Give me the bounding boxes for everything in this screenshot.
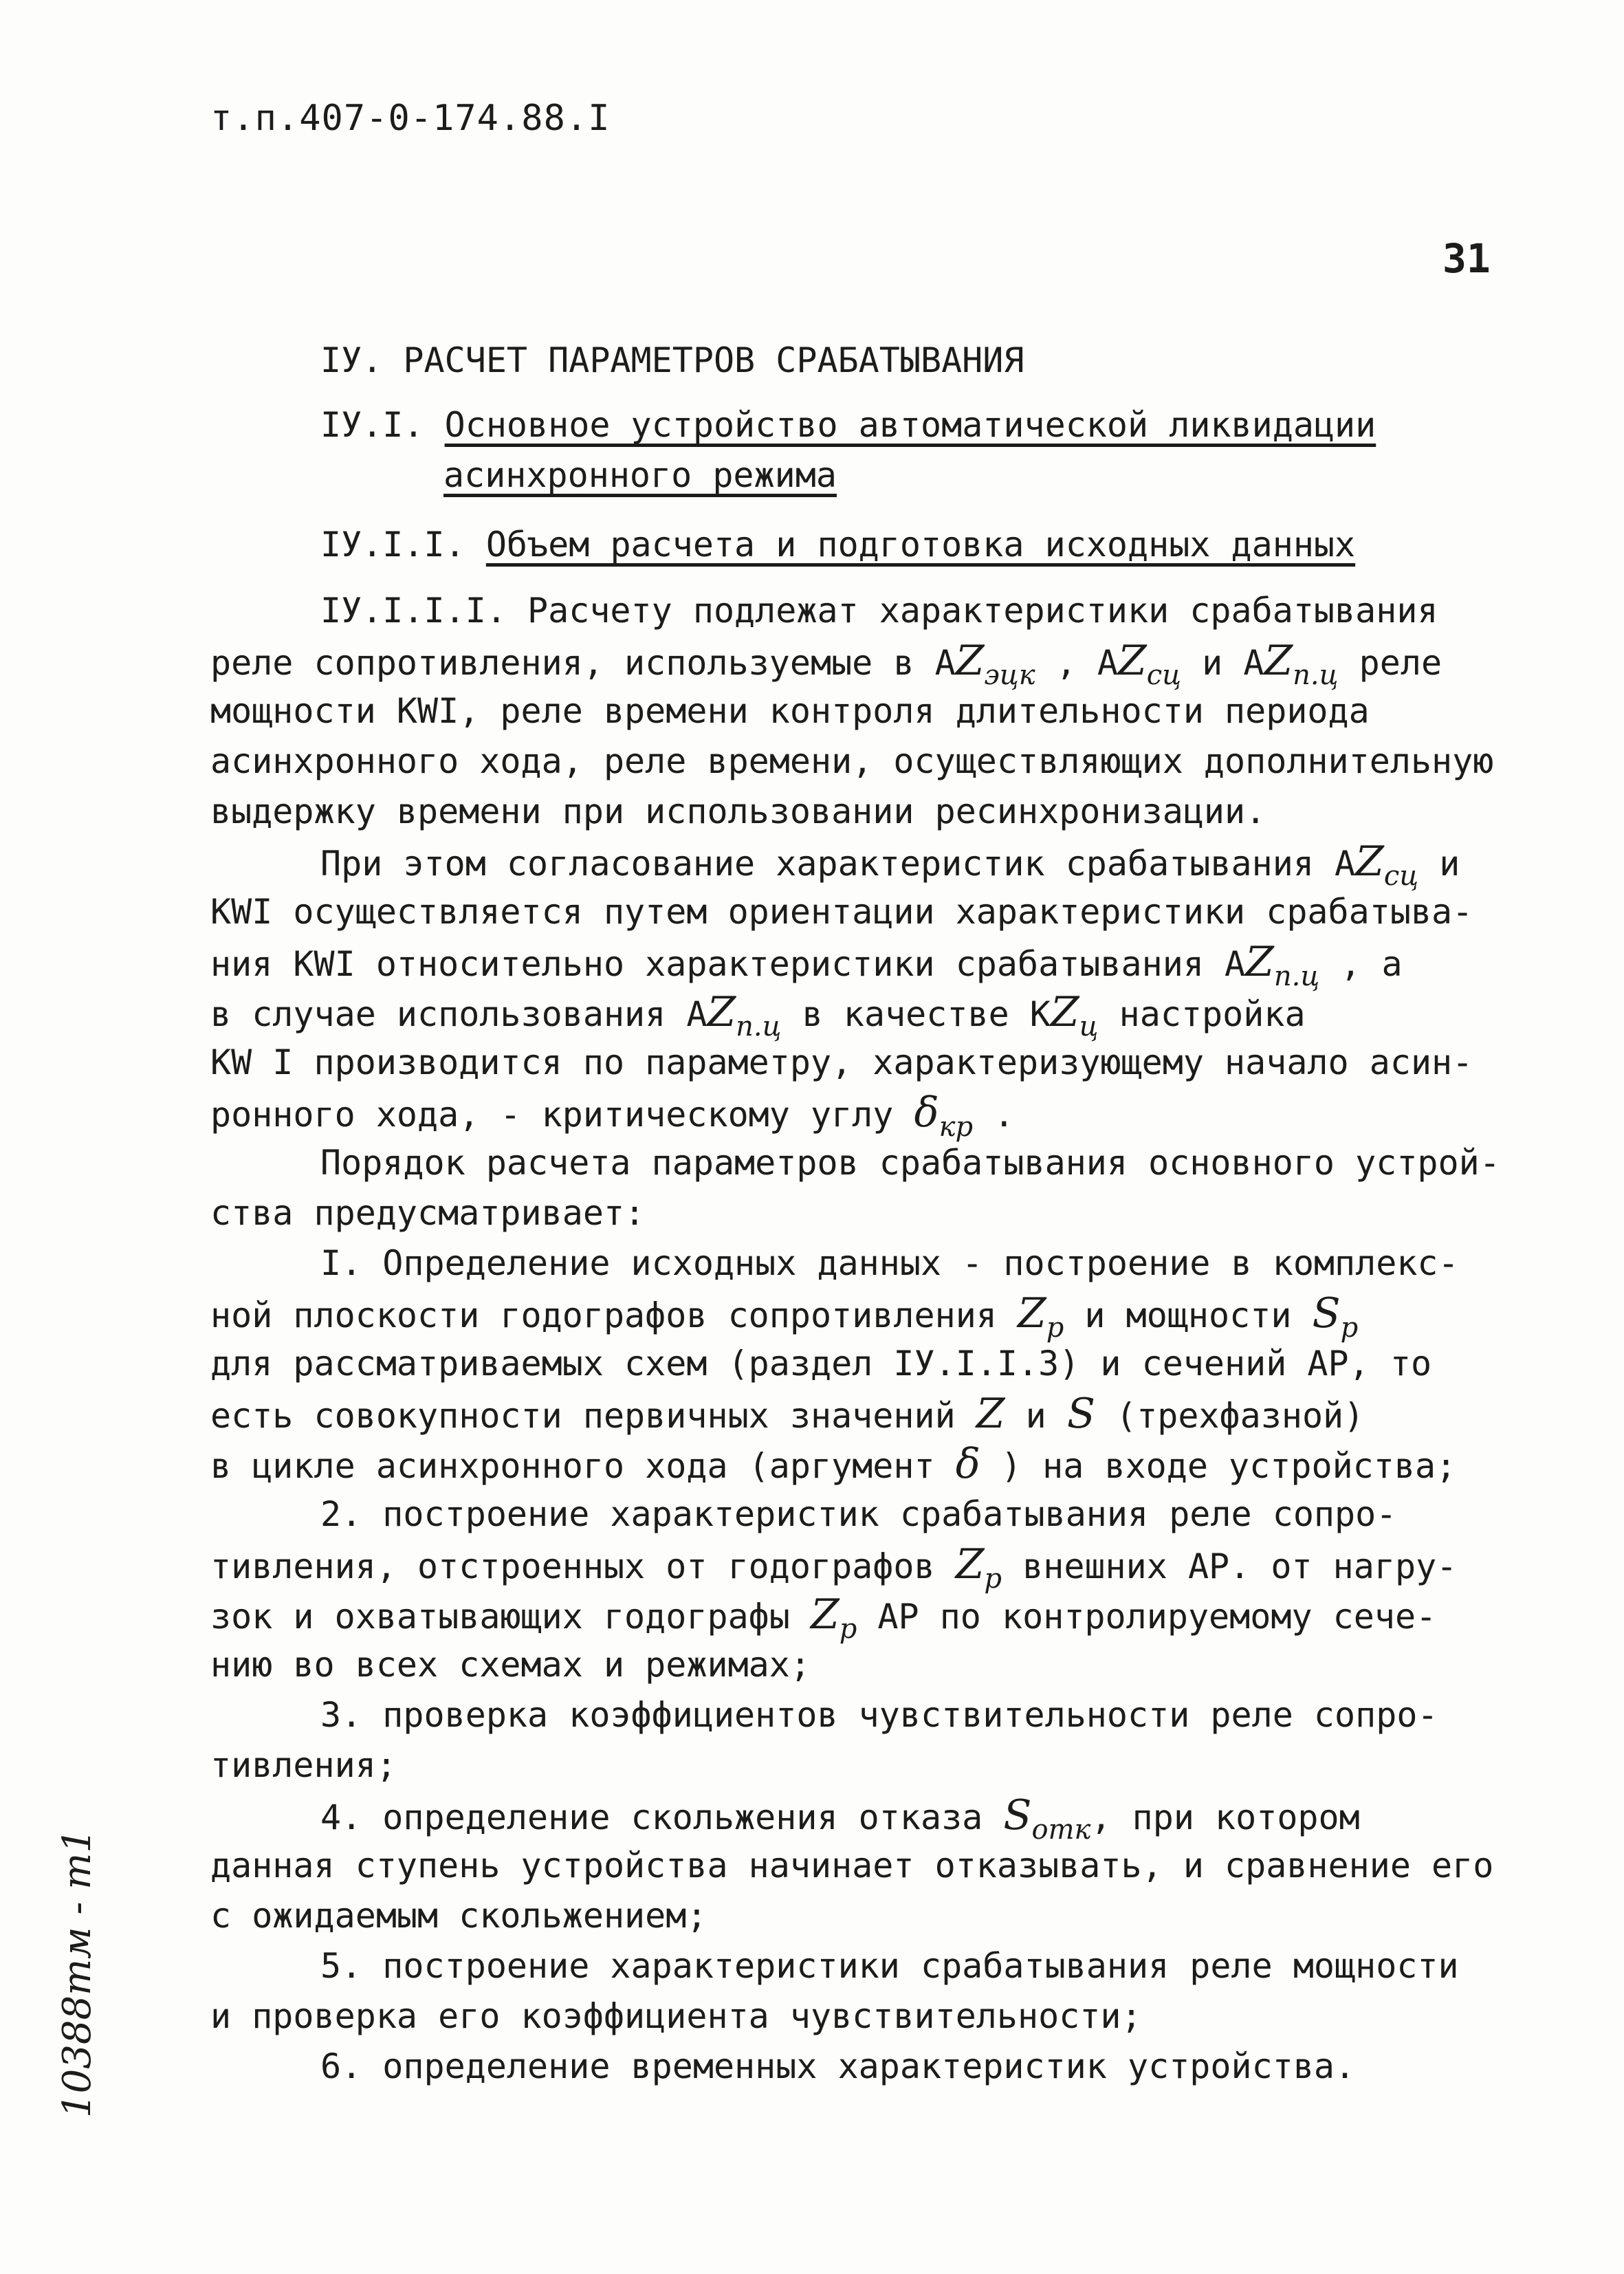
list-item-1-line: для рассматриваемых схем (раздел IУ.I.I.3) и сечений АР, то: [210, 1344, 1432, 1384]
paragraph-1-line: IУ.I.I.I. Расчету подлежат характеристики срабатывания: [320, 591, 1438, 631]
list-item-6-line: 6. определение временных характеристик устройства.: [320, 2046, 1356, 2086]
subsubsection-title: Объем расчета и подготовка исходных данных: [485, 525, 1356, 565]
paragraph-3-line: Порядок расчета параметров срабатывания основного устрой-: [320, 1143, 1500, 1183]
list-item-3-line: тивления;: [210, 1745, 397, 1785]
list-item-1-line: в цикле асинхронного хода (аргумент δ ) на входе устройства;: [210, 1440, 1457, 1488]
subsection-heading-line-2: [210, 450, 1558, 501]
list-item-5-line: 5. построение характеристики срабатывания реле мощности: [320, 1946, 1459, 1986]
subsubsection-heading: [210, 520, 1558, 570]
paragraph-1-line: выдержку времени при использовании ресинхронизации.: [210, 791, 1266, 831]
paragraph-2-line: KW I производится по параметру, характеризующему начало асин-: [210, 1042, 1473, 1082]
body-text: [210, 586, 1558, 2092]
list-item-5-line: и проверка его коэффициента чувствительности;: [210, 1996, 1142, 2036]
paragraph-3-line: ства предусматривает:: [210, 1193, 646, 1233]
paragraph-2-line: ронного хода, - критическому углу $\delta_{кр}$ .: [210, 1089, 1015, 1143]
list-item-2-line: нию во всех схемах и режимах;: [210, 1645, 811, 1685]
list-item-1-line: ной плоскости годографов сопротивления $Z_р$ и мощности $S_р$: [210, 1289, 1359, 1344]
list-item-2-line: тивления, отстроенных от годографов $Z_р$ внешних АР. от нагру-: [210, 1540, 1458, 1595]
list-item-2-line: 2. построение характеристик срабатывания реле сопро-: [320, 1494, 1397, 1534]
paragraph-2-line: При этом согласование характеристик срабатывания $AZ_{сц}$ и: [320, 838, 1460, 892]
paragraph-2-line: KWI осуществляется путем ориентации характеристики срабатыва-: [210, 892, 1473, 932]
section-heading: IУ. РАСЧЕТ ПАРАМЕТРОВ СРАБАТЫВАНИЯ: [320, 340, 1024, 380]
list-item-1-line: есть совокупности первичных значений Z и S (трехфазной): [210, 1390, 1365, 1438]
list-item-1-line: I. Определение исходных данных - построение в комплекс-: [320, 1243, 1459, 1283]
list-item-4-line: с ожидаемым скольжением;: [210, 1896, 707, 1936]
list-item-4-line: данная ступень устройства начинает отказывать, и сравнение его: [210, 1846, 1494, 1885]
inventory-number: 10388тм - т1: [55, 1828, 100, 2118]
headings-block: [210, 336, 1558, 570]
list-item-4-line: 4. определение скольжения отказа $S_{отк}$, при котором: [320, 1791, 1360, 1846]
subsection-title: Основное устройство автоматической ликвидации: [444, 405, 1376, 445]
document-code: т.п.407-0-174.88.I: [210, 98, 611, 139]
paragraph-1-line: мощности KWI, реле времени контроля длительности периода: [210, 691, 1370, 731]
list-item-3-line: 3. проверка коэффициентов чувствительности реле сопро-: [320, 1695, 1438, 1735]
subsection-title-cont: асинхронного режима: [443, 455, 837, 495]
paragraph-1-line: реле сопротивления, используемые в $AZ_{эцк}$ , $AZ_{сц}$ и $AZ_{п.ц}$ реле: [210, 637, 1442, 691]
subsubsection-number: IУ.I.I.: [320, 525, 465, 565]
page-number: 31: [1442, 235, 1491, 282]
paragraph-1-line: асинхронного хода, реле времени, осуществляющих дополнительную: [210, 741, 1494, 781]
subsection-heading-line-1: [210, 400, 1558, 450]
subsection-number: IУ.I.: [320, 405, 424, 445]
list-item-2-line: зок и охватывающих годографы $Z_р$ АР по контролируемому сече-: [210, 1590, 1437, 1645]
paragraph-2-line: в случае использования $AZ_{п.ц}$ в качестве $KZ_ц$ настройка: [210, 988, 1306, 1042]
paragraph-2-line: ния KWI относительно характеристики срабатывания $AZ_{п.ц}$ , а: [210, 938, 1403, 992]
